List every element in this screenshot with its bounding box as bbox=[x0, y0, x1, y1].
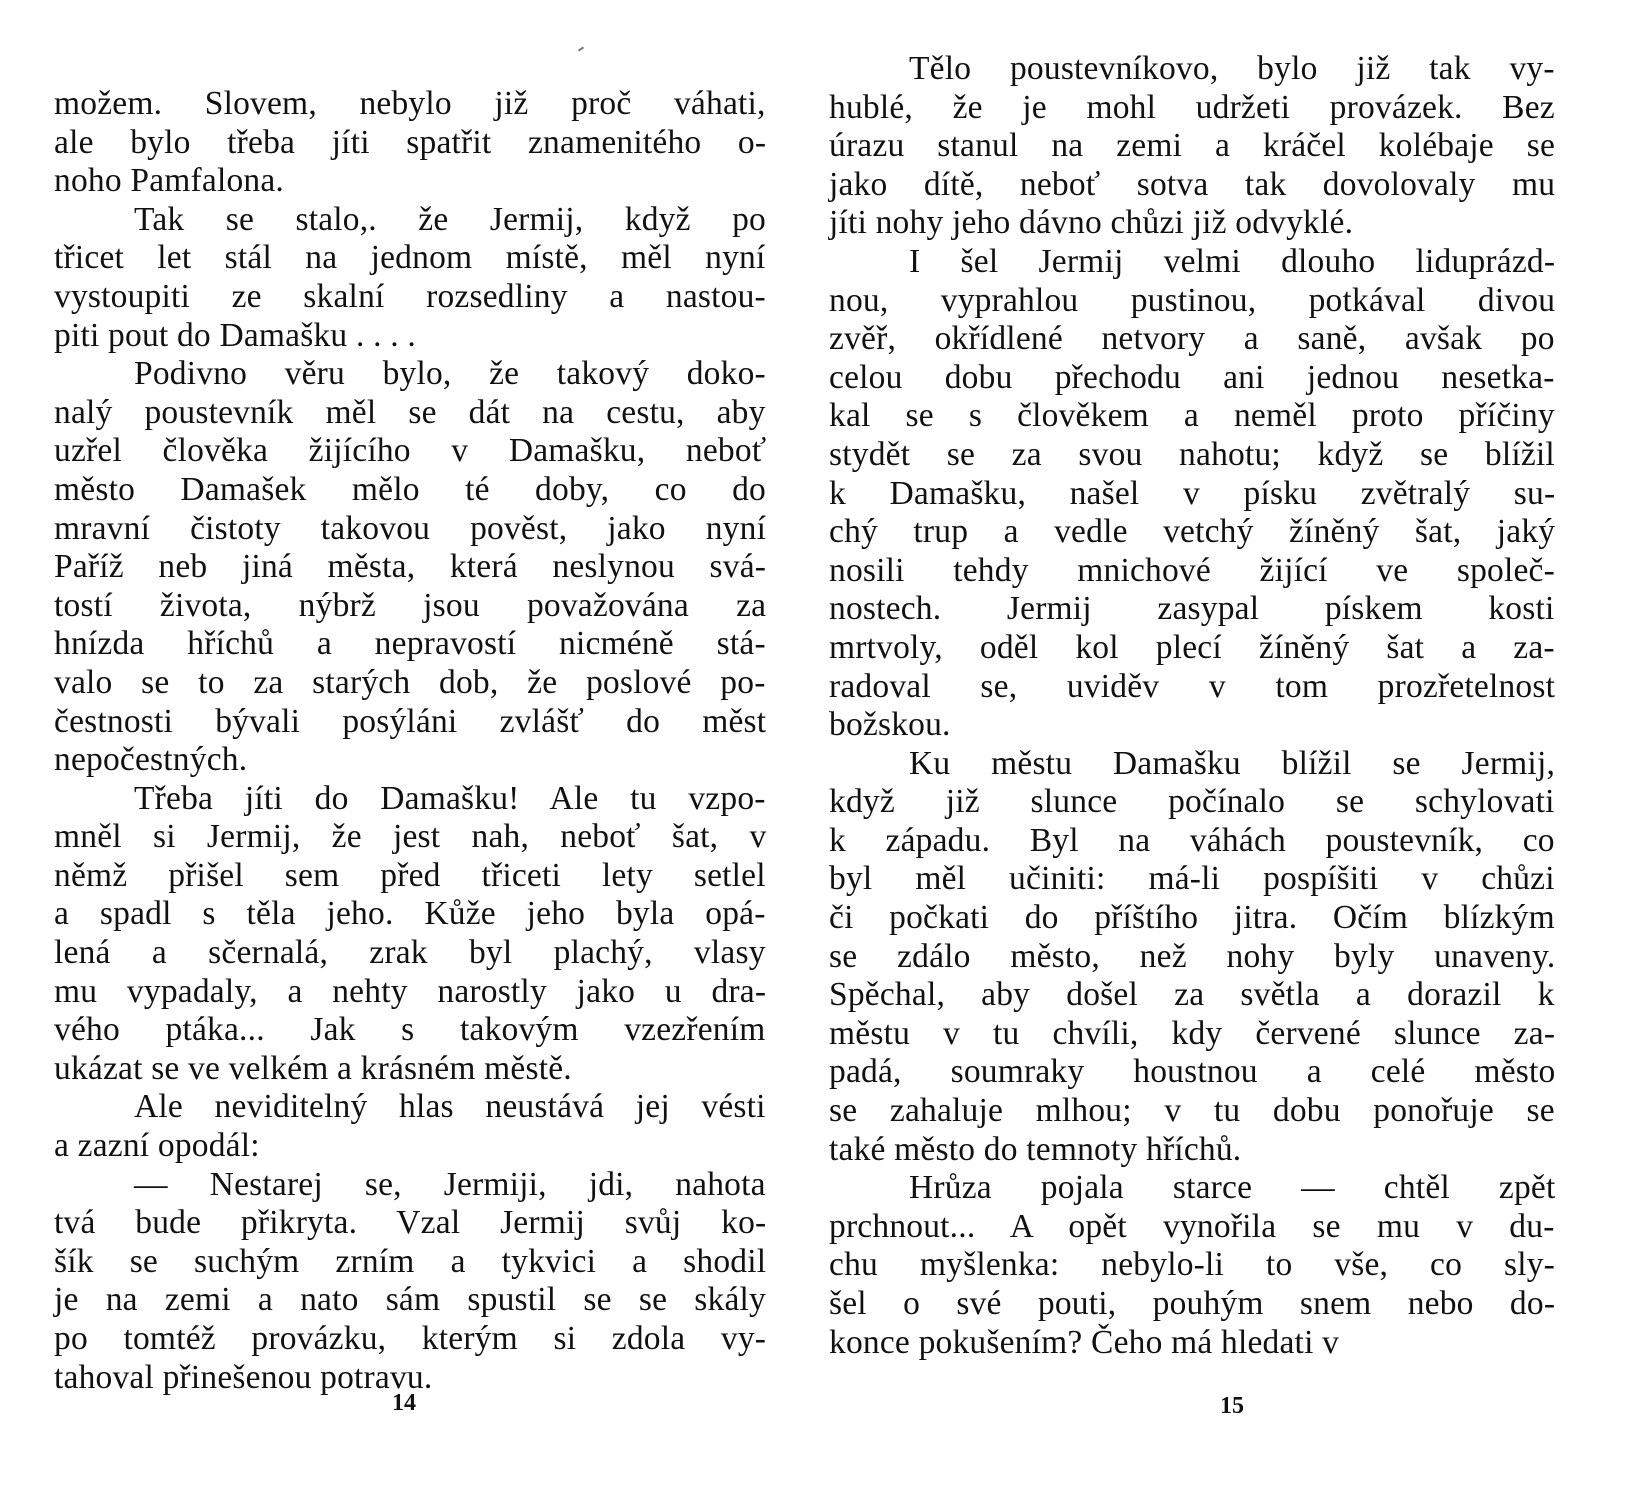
text-line: padá, soumraky houstnou a celé město bbox=[829, 1053, 1556, 1091]
text-line: Hrůza pojala starce — chtěl zpět bbox=[909, 1169, 1556, 1207]
text-line: mu vypadaly, a nehty narostly jako u dra- bbox=[54, 972, 767, 1010]
left-page-number: 14 bbox=[392, 1390, 416, 1416]
text-line: či počkati do příštího jitra. Očím blízkým bbox=[829, 899, 1555, 937]
text-line: valo se to za starých dob, že poslové po- bbox=[54, 663, 766, 701]
text-line: Tělo poustevníkovo, bylo již tak vy- bbox=[909, 50, 1555, 87]
text-line: se zdálo město, než nohy byly unaveny. bbox=[829, 937, 1556, 975]
text-line: tvá bude přikryta. Vzal Jermij svůj ko- bbox=[54, 1204, 767, 1242]
text-line: — Nestarej se, Jermiji, jdi, nahota bbox=[134, 1165, 766, 1203]
text-line: také město do temnoty hříchů. bbox=[829, 1130, 1242, 1168]
text-line: stydět se za svou nahotu; když se blížil bbox=[829, 435, 1555, 473]
text-line: Podivno věru bylo, že takový doko- bbox=[134, 355, 766, 393]
text-line: Paříž neb jiná města, která neslynou svá- bbox=[54, 548, 767, 586]
text-line: po tomtéž provázku, kterým si zdola vy- bbox=[54, 1320, 767, 1357]
text-line: I šel Jermij velmi dlouho liduprázd- bbox=[909, 242, 1556, 280]
text-line: hublé, že je mohl udržeti provázek. Bez bbox=[829, 88, 1555, 126]
text-line: božskou. bbox=[829, 706, 951, 744]
text-line: když již slunce počínalo se schylovati bbox=[829, 783, 1555, 821]
text-line: k západu. Byl na váhách poustevník, co bbox=[829, 821, 1555, 859]
text-line: lená a sčernalá, zrak byl plachý, vlasy bbox=[54, 934, 766, 972]
text-line: nostech. Jermij zasypal pískem kosti bbox=[829, 590, 1555, 628]
text-line: chý trup a vedle vetchý žíněný šat, jaký bbox=[829, 513, 1556, 551]
text-line: Ku městu Damašku blížil se Jermij, bbox=[909, 744, 1556, 782]
text-line: město Damašek mělo té doby, co do bbox=[54, 470, 766, 508]
text-line: nosili tehdy mnichové žijící ve společ- bbox=[829, 551, 1555, 589]
text-line: Tak se stalo,. že Jermij, když po bbox=[134, 200, 766, 238]
text-line: noho Pamfalona. bbox=[54, 162, 285, 200]
text-line: nalý poustevník měl se dát na cestu, aby bbox=[54, 393, 766, 431]
text-line: šel o své pouti, pouhým snem nebo do- bbox=[829, 1285, 1556, 1322]
text-line: chu myšlenka: nebylo-li to vše, co sly- bbox=[829, 1246, 1556, 1284]
text-line: uzřel člověka žijícího v Damašku, neboť bbox=[54, 432, 767, 470]
text-line: tahoval přinešenou potravu. bbox=[54, 1358, 433, 1396]
text-line: prchnout... A opět vynořila se mu v du- bbox=[829, 1207, 1555, 1245]
text-line: a zazní opodál: bbox=[54, 1127, 260, 1165]
text-line: tostí života, nýbrž jsou považována za bbox=[54, 586, 767, 624]
text-line: celou dobu přechodu ani jednou nesetka- bbox=[829, 358, 1555, 396]
right-page-text bbox=[829, 50, 1555, 1362]
text-line: čestnosti bývali posýláni zvlášť do měst bbox=[54, 702, 767, 740]
scan-speck bbox=[578, 46, 584, 51]
text-line: třicet let stál na jednom místě, měl nyní bbox=[54, 239, 766, 277]
text-line: je na zemi a nato sám spustil se se skály bbox=[54, 1281, 767, 1319]
right-page-number: 15 bbox=[1220, 1393, 1244, 1419]
text-line: Spěchal, aby došel za světla a dorazil k bbox=[829, 976, 1555, 1014]
text-line: byl měl učiniti: má-li pospíšiti v chůzi bbox=[829, 860, 1555, 898]
text-line: mněl si Jermij, že jest nah, neboť šat, v bbox=[54, 818, 767, 856]
text-line: mravní čistoty takovou pověst, jako nyní bbox=[54, 509, 767, 547]
text-line: ale bylo třeba jíti spatřit znamenitého o- bbox=[54, 123, 767, 161]
text-line: možem. Slovem, nebylo již proč váhati, bbox=[54, 85, 766, 122]
text-line: ukázat se ve velkém a krásném městě. bbox=[54, 1049, 572, 1087]
text-line: vystoupiti ze skalní rozsedliny a nastou- bbox=[54, 277, 766, 315]
text-line: hnízda hříchů a nepravostí nicméně stá- bbox=[54, 625, 766, 663]
text-line: šík se suchým zrním a tykvici a shodil bbox=[54, 1242, 767, 1280]
text-line: zvěř, okřídlené netvory a saně, avšak po bbox=[829, 320, 1555, 358]
text-line: konce pokušením? Čeho má hledati v bbox=[829, 1323, 1340, 1361]
text-line: Ale neviditelný hlas neustává jej vésti bbox=[134, 1088, 766, 1126]
text-line: vého ptáka... Jak s takovým vzezřením bbox=[54, 1011, 766, 1049]
text-line: Třeba jíti do Damašku! Ale tu vzpo- bbox=[134, 779, 766, 817]
text-line: mrtvoly, oděl kol plecí žíněný šat a za- bbox=[829, 628, 1555, 666]
right-page bbox=[819, 0, 1638, 1500]
text-line: jako dítě, neboť sotva tak dovolovaly mu bbox=[829, 165, 1556, 203]
text-line: piti pout do Damašku . . . . bbox=[54, 316, 416, 354]
text-line: jíti nohy jeho dávno chůzi již odvyklé. bbox=[829, 204, 1354, 242]
text-line: nou, vyprahlou pustinou, potkával divou bbox=[829, 281, 1556, 319]
text-line: němž přišel sem před třiceti lety setlel bbox=[54, 856, 766, 894]
text-line: radoval se, uviděv v tom prozřetelnost bbox=[829, 667, 1556, 705]
text-line: kal se s člověkem a neměl proto příčiny bbox=[829, 397, 1555, 435]
text-line: městu v tu chvíli, kdy červené slunce za- bbox=[829, 1014, 1556, 1052]
left-page-text bbox=[54, 85, 766, 1397]
text-line: se zahaluje mlhou; v tu dobu ponořuje se bbox=[829, 1092, 1555, 1130]
text-line: a spadl s těla jeho. Kůže jeho byla opá- bbox=[54, 895, 766, 933]
text-line: k Damašku, našel v písku zvětralý su- bbox=[829, 474, 1556, 512]
text-line: nepočestných. bbox=[54, 741, 248, 779]
text-line: úrazu stanul na zemi a kráčel kolébaje se bbox=[829, 127, 1556, 165]
